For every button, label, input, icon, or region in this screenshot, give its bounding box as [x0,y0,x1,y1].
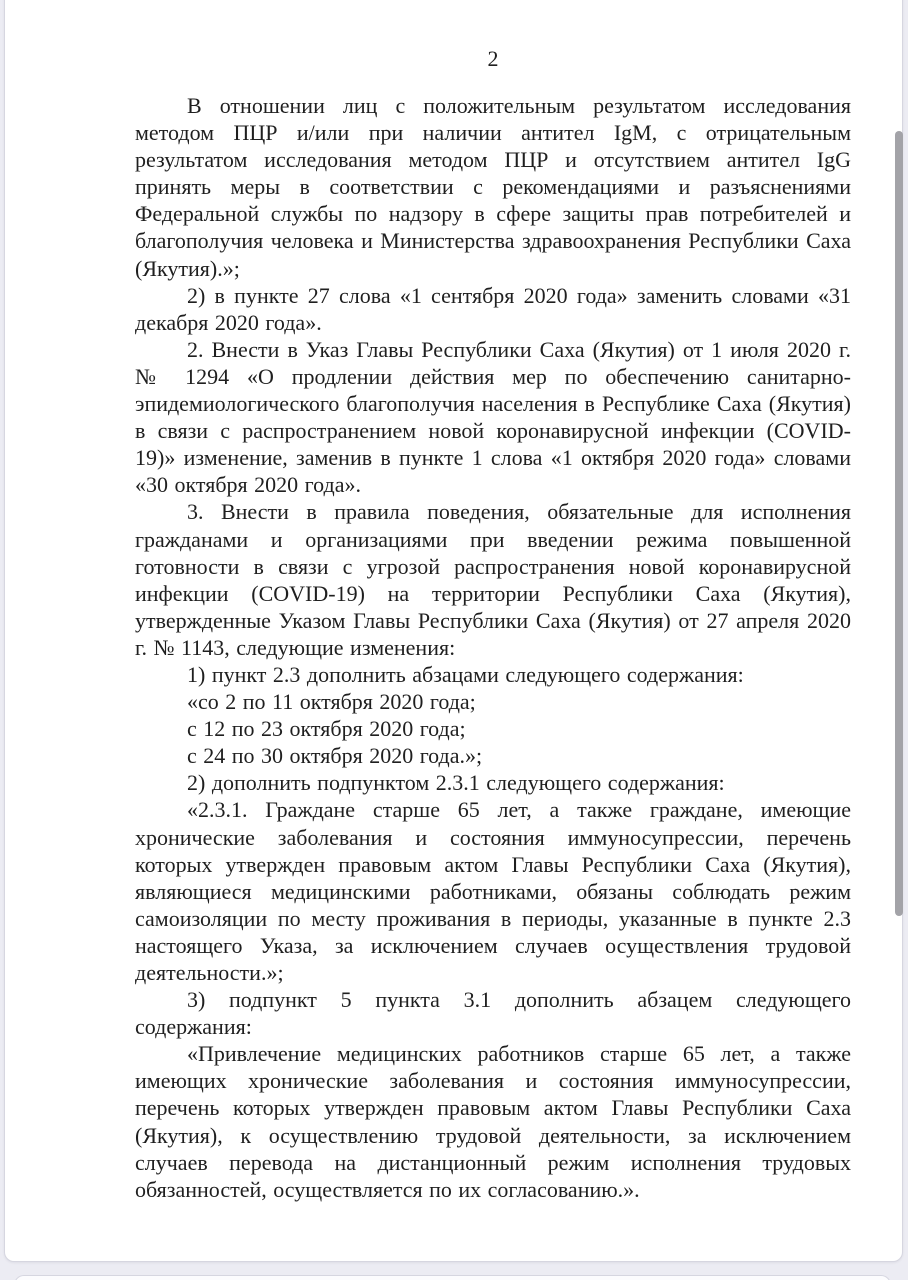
paragraph: 2. Внести в Указ Главы Республики Саха (Якутия) от 1 июля 2020 г. № 1294 «О продлении действия мер по обеспечению санитарно-эпидемиологического благополучия населения в Республике Саха (Якутия) в связи с распространением новой коронавирусной инфекции (COVID-19)» изменение, заменив в пункте 1 слова «1 октября 2020 года» словами «30 октября 2020 года». [135,336,851,498]
paragraph: «со 2 по 11 октября 2020 года; [187,689,476,715]
paragraph: 2) дополнить подпунктом 2.3.1 следующего содержания: [187,770,725,796]
paragraph: 2) в пункте 27 слова «1 сентября 2020 года» заменить словами «31 декабря 2020 года». [135,282,851,335]
paragraph: «Привлечение медицинских работников старше 65 лет, а также имеющих хронические заболевания и состояния иммуносупрессии, перечень которых утвержден правовым актом Главы Республики Саха (Якутия), к осуществлению трудовой деятельности, за исключением случаев перевода на дистанционный режим исполнения трудовых обязанностей, осуществляется по их согласованию.». [135,1041,851,1202]
paragraph: В отношении лиц с положительным результатом исследования методом ПЦР и/или при наличии антител IgM, с отрицательным результатом исследования методом ПЦР и отсутствием антител IgG принять меры в соответствии с рекомендациями и разъяснениями Федеральной службы по надзору в сфере защиты прав потребителей и благополучия человека и Министерства здравоохранения Республики Саха (Якутия).»; [135,93,851,281]
scrollbar-thumb[interactable] [895,131,903,916]
page-number: 2 [487,46,499,71]
paragraph: «2.3.1. Граждане старше 65 лет, а также граждане, имеющие хронические заболевания и состояния иммуносупрессии, перечень которых утвержден правовым актом Главы Республики Саха (Якутия), являющиеся медицинскими работниками, обязаны соблюдать режим самоизоляции по месту проживания в периоды, указанные в пункте 2.3 настоящего Указа, за исключением случаев осуществления трудовой деятельности.»; [135,797,851,985]
paragraph: 3) подпункт 5 пункта 3.1 дополнить абзацем следующего содержания: [135,987,851,1040]
paragraph: 1) пункт 2.3 дополнить абзацами следующего содержания: [187,661,744,687]
document-body [135,92,851,1203]
paragraph: с 24 по 30 октября 2020 года.»; [187,743,483,769]
paragraph: с 12 по 23 октября 2020 года; [187,716,466,742]
paragraph: 3. Внести в правила поведения, обязательные для исполнения гражданами и организациями при введении режима повышенной готовности в связи с угрозой распространения новой коронавирусной инфекции (COVID-19) на территории Республики Саха (Якутия), утвержденные Указом Главы Республики Саха (Якутия) от 27 апреля 2020 г. № 1143, следующие изменения: [135,499,851,660]
next-page-preview [14,1275,891,1280]
